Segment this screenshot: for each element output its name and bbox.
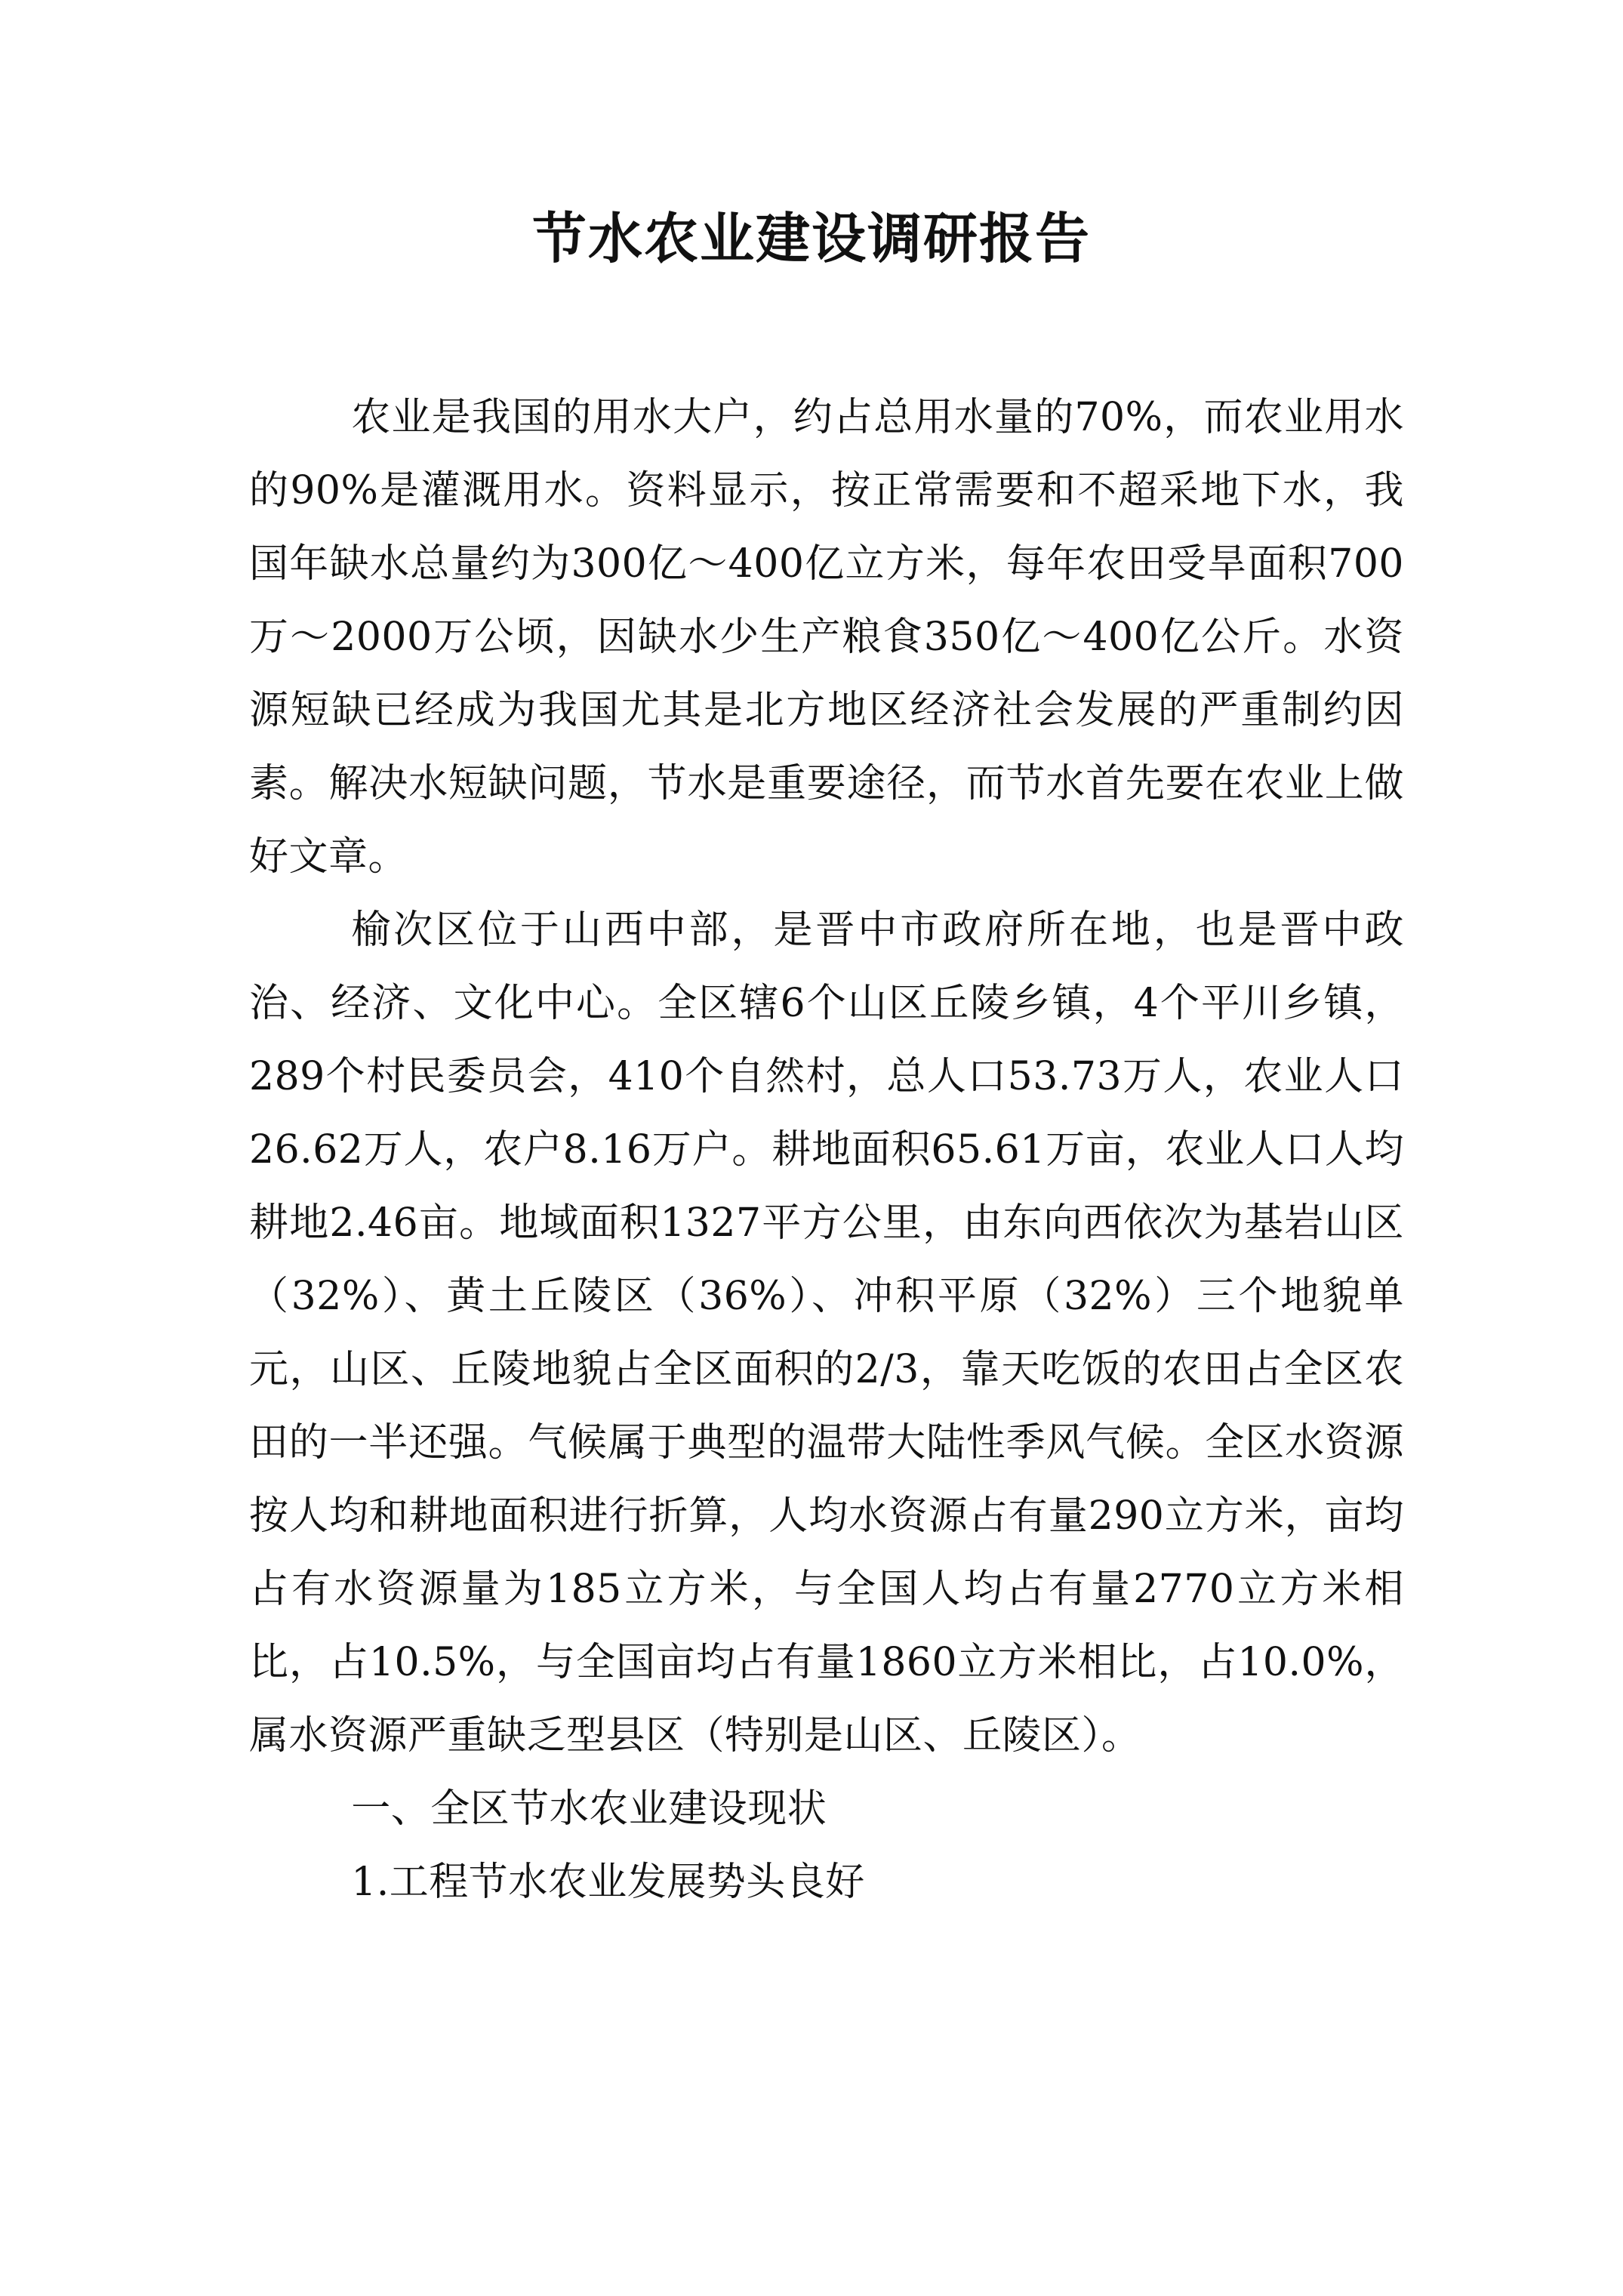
document-title: 节水农业建设调研报告 [531, 206, 1091, 270]
paragraph-water-shortage: 农业是我国的用水大户，约占总用水量的70%，而农业用水的90%是灌溉用水。资料显示，按正常需要和不超采地下水，我国年缺水总量约为300亿～400亿立方米，每年农田受旱面积700万～2000万公顷，因缺水少生产粮食350亿～400亿公斤。水资源短缺已经成为我国尤其是北方地区经济社会发展的严重制约因素。解决水短缺问题，节水是重要途径，而节水首先要在农业上做好文章。 [249, 395, 1404, 880]
document-body [249, 381, 1404, 1919]
paragraph-yuci-district: 榆次区位于山西中部，是晋中市政府所在地，也是晋中政治、经济、文化中心。全区辖6个山区丘陵乡镇，4个平川乡镇，289个村民委员会，410个自然村，总人口53.73万人，农业人口26.62万人，农户8.16万户。耕地面积65.61万亩，农业人口人均耕地2.46亩。地域面积1327平方公里，由东向西依次为基岩山区（32%）、黄土丘陵区（36%）、冲积平原（32%）三个地貌单元，山区、丘陵地貌占全区面积的2/3，靠天吃饭的农田占全区农田的一半还强。气候属于典型的温带大陆性季风气候。全区水资源按人均和耕地面积进行折算，人均水资源占有量290立方米，亩均占有水资源量为185立方米，与全国人均占有量2770立方米相比，占10.5%，与全国亩均占有量1860立方米相比，占10.0%，属水资源严重缺乏型县区（特别是山区、丘陵区）。 [249, 908, 1404, 1758]
subsection-heading: 1.工程节水农业发展势头良好 [351, 1860, 865, 1905]
section-heading: 一、全区节水农业建设现状 [351, 1786, 827, 1832]
